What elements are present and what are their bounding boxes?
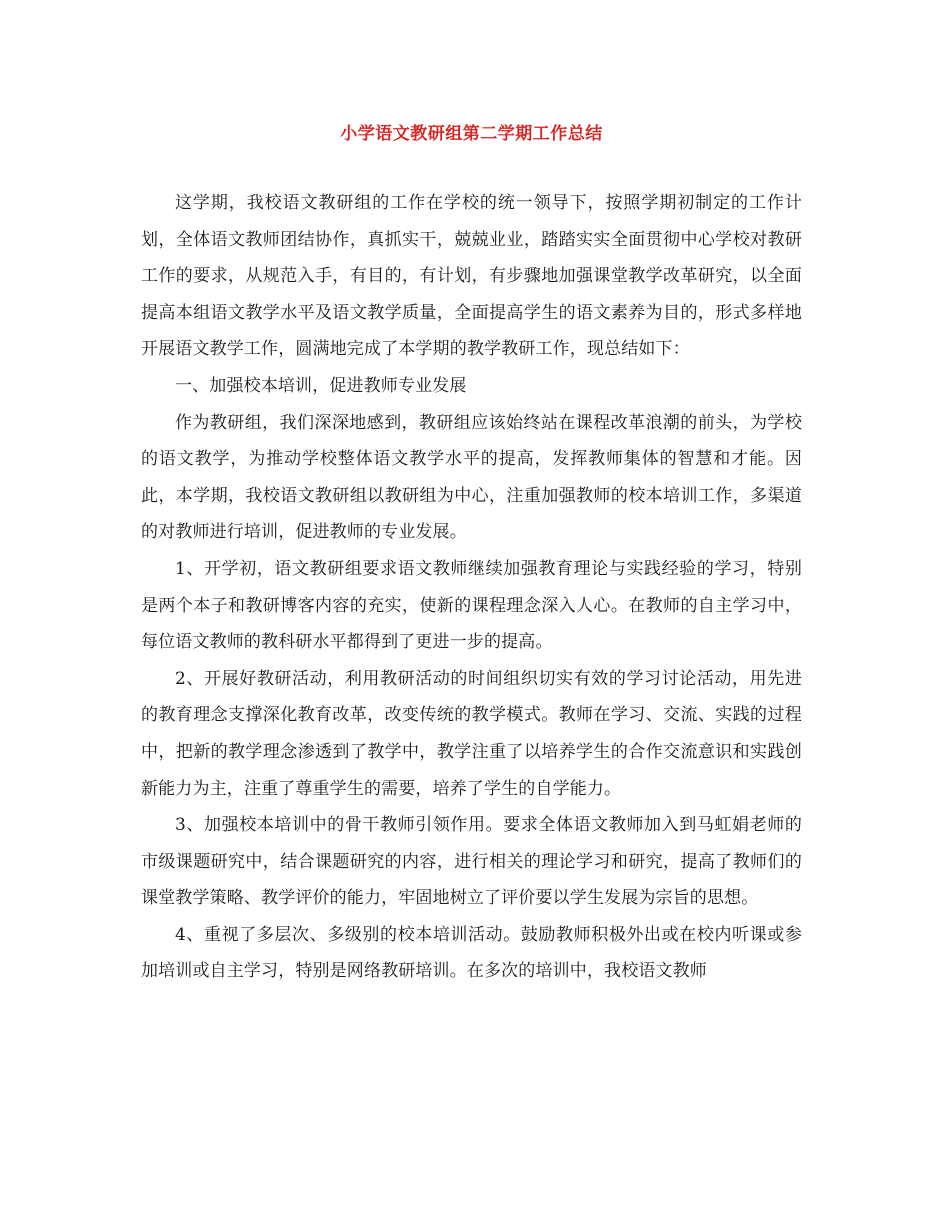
- section-heading-1: 一、加强校本培训，促进教师专业发展: [175, 375, 467, 396]
- document-body: [141, 185, 802, 990]
- paragraph-item-3: 3、加强校本培训中的骨干教师引领作用。要求全体语文教师加入到马虹娟老师的市级课题研究中，结合课题研究的内容，进行相关的理论学习和研究，提高了教师们的课堂教学策略、教学评价的能力，牢固地树立了评价要以学生发展为宗旨的思想。: [141, 815, 802, 909]
- paragraph-item-2: 2、开展好教研活动，利用教研活动的时间组织切实有效的学习讨论活动，用先进的教育理念支撑深化教育改革，改变传统的教学模式。教师在学习、交流、实践的过程中，把新的教学理念渗透到了教学中，教学注重了以培养学生的合作交流意识和实践创新能力为主，注重了尊重学生的需要，培养了学生的自学能力。: [141, 668, 802, 799]
- paragraph-item-4: 4、重视了多层次、多级别的校本培训活动。鼓励教师积极外出或在校内听课或参加培训或自主学习，特别是网络教研培训。在多次的培训中，我校语文教师: [141, 924, 802, 982]
- paragraph-intro: 这学期，我校语文教研组的工作在学校的统一领导下，按照学期初制定的工作计划，全体语文教师团结协作，真抓实干，兢兢业业，踏踏实实全面贯彻中心学校对教研工作的要求，从规范入手，有目的，有计划，有步骤地加强课堂教学改革研究，以全面提高本组语文教学水平及语文教学质量，全面提高学生的语文素养为目的，形式多样地开展语文教学工作，圆满地完成了本学期的教学教研工作，现总结如下：: [141, 193, 802, 360]
- document-title: 小学语文教研组第二学期工作总结: [340, 124, 603, 144]
- paragraph-item-1: 1、开学初，语文教研组要求语文教师继续加强教育理论与实践经验的学习，特别是两个本子和教研博客内容的充实，使新的课程理念深入人心。在教师的自主学习中，每位语文教师的教科研水平都得到了更进一步的提高。: [141, 558, 802, 653]
- paragraph-section-1-intro: 作为教研组，我们深深地感到，教研组应该始终站在课程改革浪潮的前头，为学校的语文教学，为推动学校整体语文教学水平的提高，发挥教师集体的智慧和才能。因此，本学期，我校语文教研组以教研组为中心，注重加强教师的校本培训工作，多渠道的对教师进行培训，促进教师的专业发展。: [141, 412, 802, 543]
